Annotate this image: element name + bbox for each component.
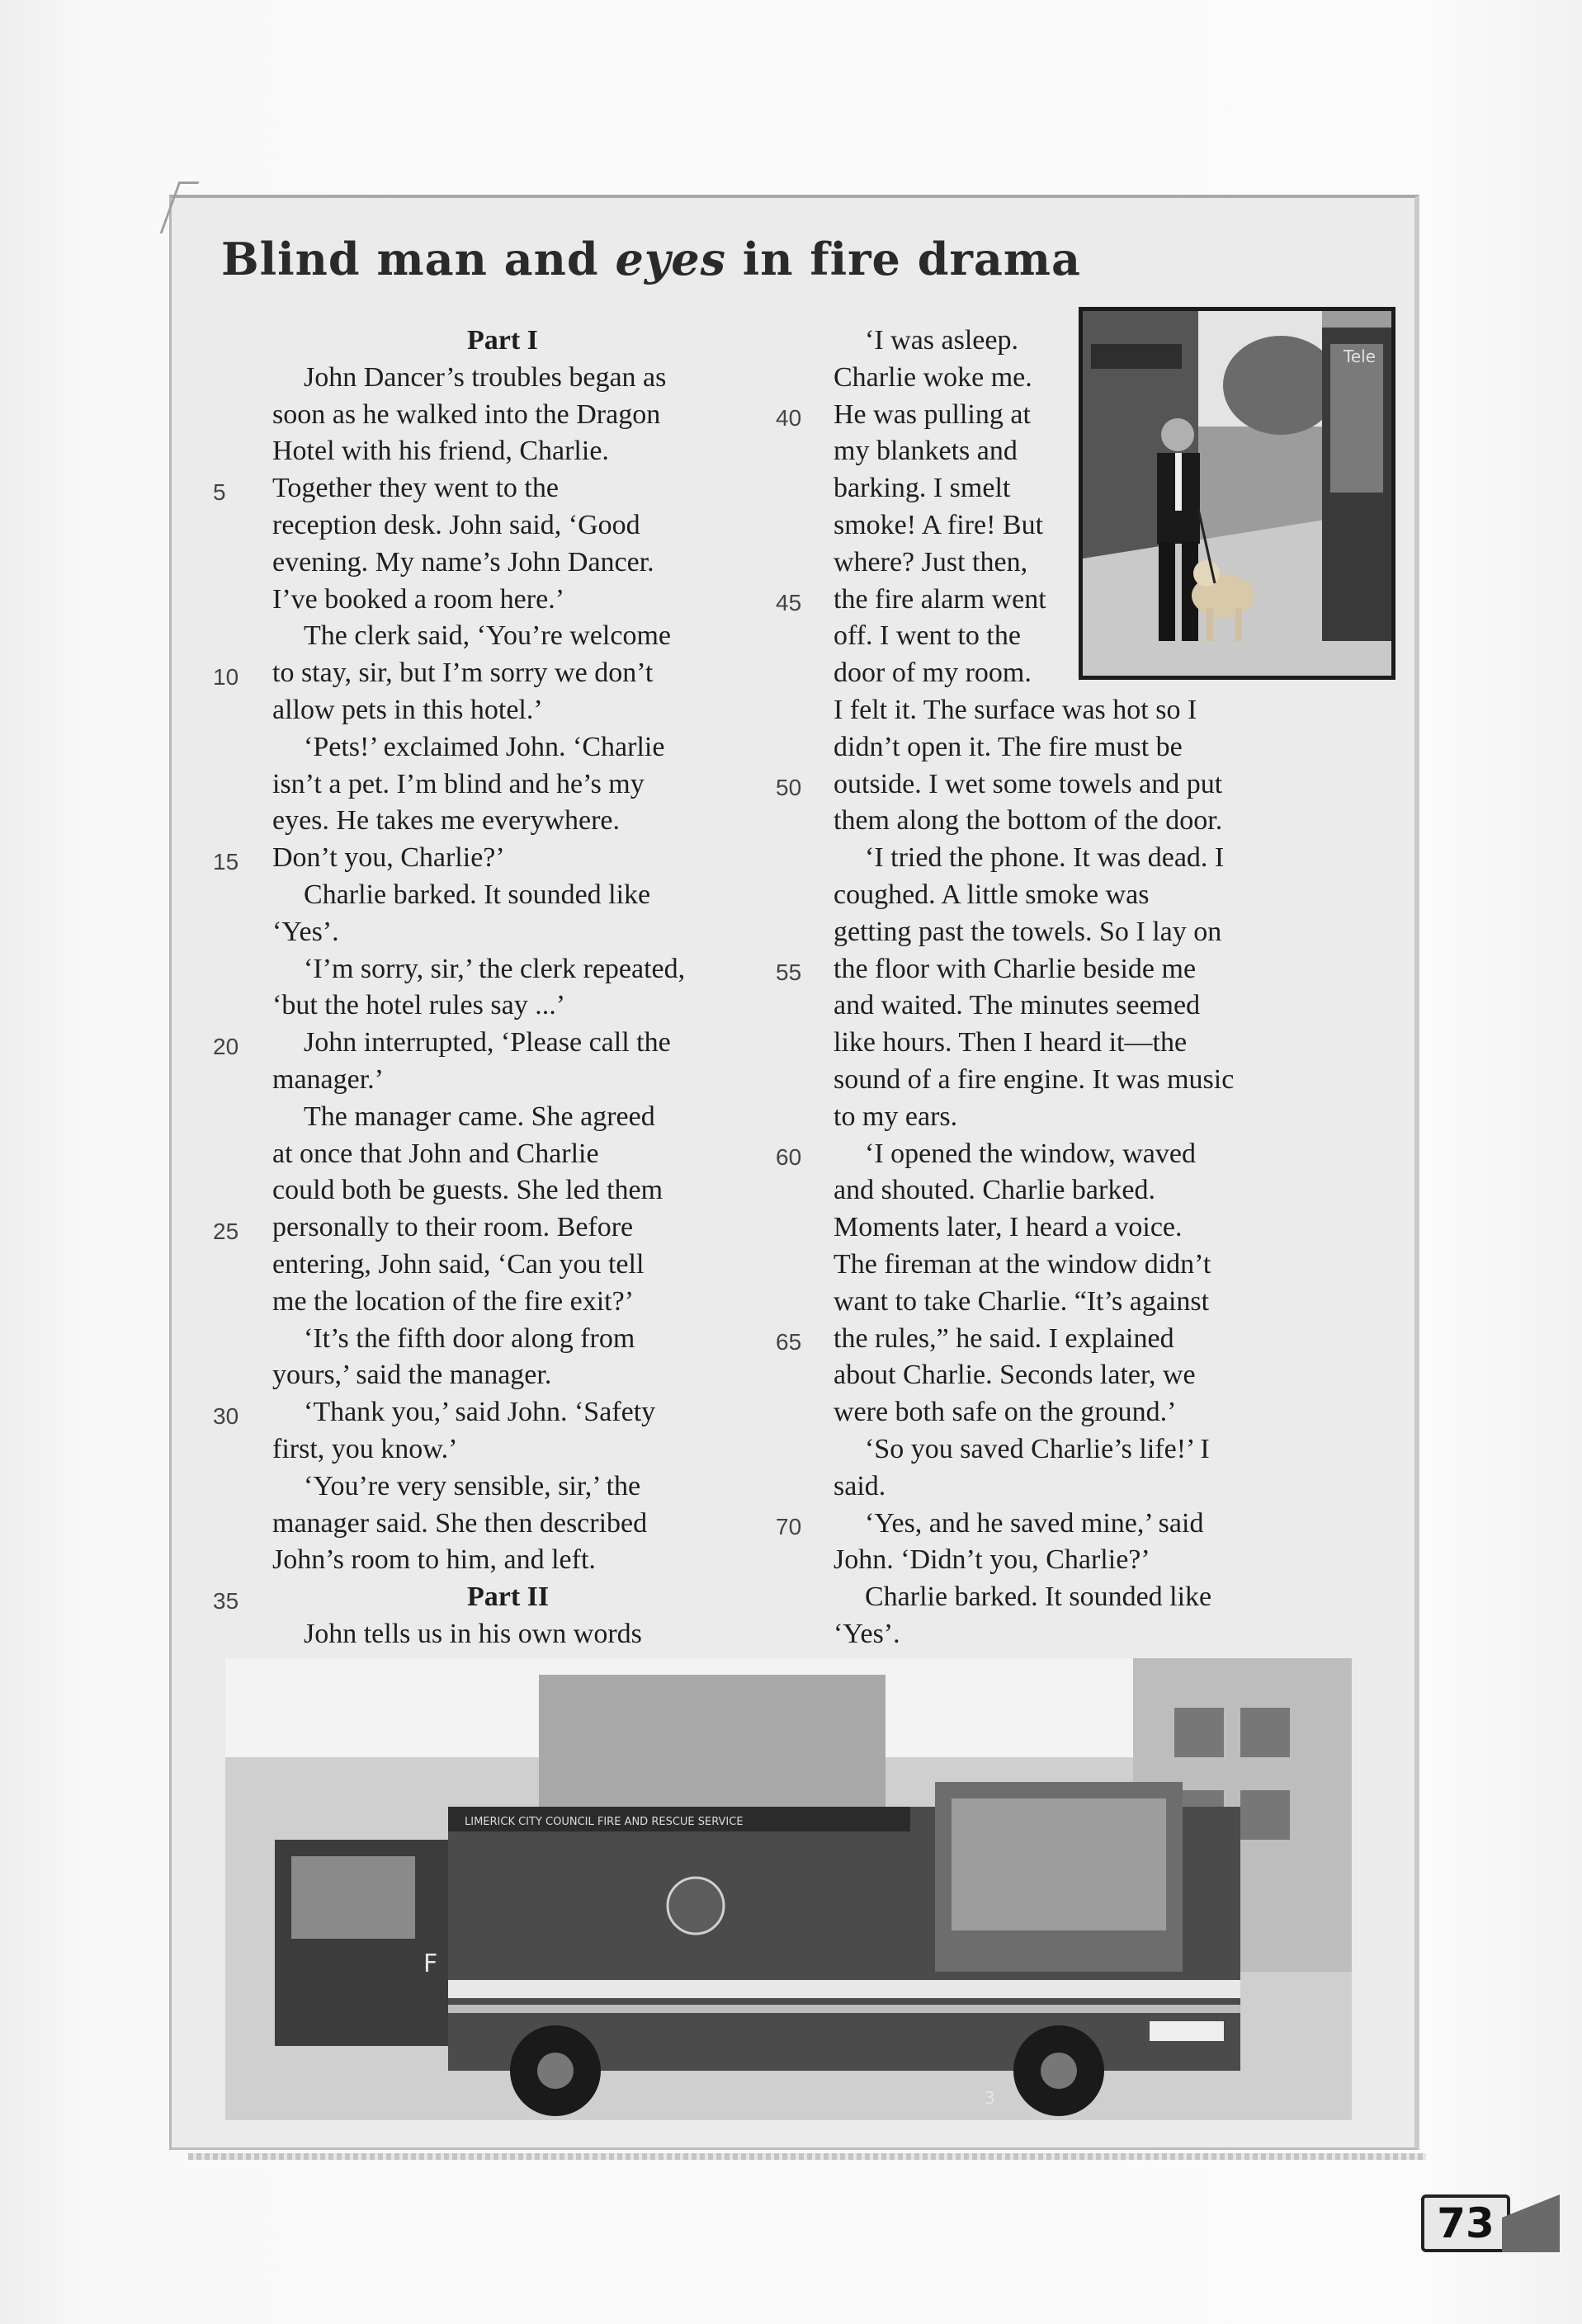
photo-man-with-guide-dog xyxy=(1079,307,1395,680)
text-line: want to take Charlie. “It’s against xyxy=(834,1285,1210,1317)
text-line: were both safe on the ground.’ xyxy=(834,1397,1177,1428)
text-line: eyes. He takes me everywhere. xyxy=(272,805,621,837)
title-part-2: in fire drama xyxy=(725,233,1082,285)
line-number: 15 xyxy=(213,849,239,874)
text-line: soon as he walked into the Dragon xyxy=(272,398,661,430)
text-line: ‘It’s the fifth door along from xyxy=(304,1322,635,1354)
text-line: my blankets and xyxy=(834,436,1018,467)
frame-bottom-rule xyxy=(188,2153,1426,2160)
text-line: yours,’ said the manager. xyxy=(272,1360,552,1391)
text-line: ‘Yes’. xyxy=(272,916,339,947)
text-line: I’ve booked a room here.’ xyxy=(272,583,565,615)
text-line: personally to their room. Before xyxy=(272,1212,634,1243)
text-line: Moments later, I heard a voice. xyxy=(834,1212,1183,1243)
line-number: 5 xyxy=(213,479,226,505)
text-line: reception desk. John said, ‘Good xyxy=(272,509,640,540)
text-line: outside. I wet some towels and put xyxy=(834,768,1223,799)
building xyxy=(539,1675,885,1823)
text-line: ‘Yes, and he saved mine,’ said xyxy=(865,1507,1204,1539)
text-line: off. I went to the xyxy=(834,620,1021,652)
text-line: the rules,” he said. I explained xyxy=(834,1322,1174,1354)
text-line: manager.’ xyxy=(272,1063,384,1095)
text-line: Charlie barked. It sounded like xyxy=(304,879,651,910)
text-line: Don’t you, Charlie?’ xyxy=(272,842,505,874)
cab-letter: F xyxy=(423,1949,438,1978)
line-number: 35 xyxy=(213,1588,239,1614)
text-line: Charlie barked. It sounded like xyxy=(865,1582,1212,1613)
phone-sign-text: Tele xyxy=(1344,346,1376,366)
text-line: Together they went to the xyxy=(272,473,559,504)
text-line: He was pulling at xyxy=(834,398,1031,430)
text-line: ‘Pets!’ exclaimed John. ‘Charlie xyxy=(304,731,665,762)
text-line: I felt it. The surface was hot so I xyxy=(834,694,1197,725)
text-line: isn’t a pet. I’m blind and he’s my xyxy=(272,768,645,799)
left-column-text xyxy=(272,323,685,1690)
text-line: at once that John and Charlie xyxy=(272,1138,599,1169)
text-line: them along the bottom of the door. xyxy=(834,805,1223,837)
text-line: The manager came. She agreed xyxy=(304,1101,655,1132)
fire-engine-illustration xyxy=(225,1658,1352,2120)
text-line: ‘but the hotel rules say ...’ xyxy=(272,990,566,1021)
line-number: 70 xyxy=(776,1514,802,1539)
line-number: 25 xyxy=(213,1219,239,1244)
line-number: 45 xyxy=(776,590,802,615)
line-number: 20 xyxy=(213,1034,239,1059)
part-one-heading: Part I xyxy=(467,325,538,356)
text-line: John tells us in his own words xyxy=(304,1618,642,1649)
text-line: about Charlie. Seconds later, we xyxy=(834,1360,1196,1391)
man-head xyxy=(1161,418,1194,451)
line-number: 60 xyxy=(776,1144,802,1170)
text-line: ‘So you saved Charlie’s life!’ I xyxy=(865,1433,1210,1464)
text-line: ‘I’m sorry, sir,’ the clerk repeated, xyxy=(304,953,686,984)
text-line: where? Just then, xyxy=(834,546,1028,577)
text-line: and waited. The minutes seemed xyxy=(834,990,1201,1021)
reflective-stripe xyxy=(448,1980,1240,1998)
text-line: to my ears. xyxy=(834,1101,958,1132)
text-line: me the location of the fire exit?’ xyxy=(272,1285,635,1317)
text-line: getting past the towels. So I lay on xyxy=(834,916,1222,947)
text-line: John interrupted, ‘Please call the xyxy=(304,1027,671,1058)
number-plate xyxy=(1150,2021,1224,2041)
street-scene-illustration xyxy=(1083,311,1391,676)
text-line: said. xyxy=(834,1470,886,1501)
line-number: 10 xyxy=(213,664,239,690)
text-line: The fireman at the window didn’t xyxy=(834,1248,1211,1280)
text-line: smoke! A fire! But xyxy=(834,509,1044,540)
line-number: 50 xyxy=(776,775,802,800)
article-title xyxy=(221,233,1081,285)
line-number: 55 xyxy=(776,959,802,985)
text-line: The clerk said, ‘You’re welcome xyxy=(304,620,672,652)
text-line: to stay, sir, but I’m sorry we don’t xyxy=(272,658,654,689)
text-line: the fire alarm went xyxy=(834,583,1046,615)
text-line: ‘I was asleep. xyxy=(865,325,1018,356)
text-line: evening. My name’s John Dancer. xyxy=(272,546,654,577)
text-line: John’s room to him, and left. xyxy=(272,1544,596,1576)
truck-side-text: LIMERICK CITY COUNCIL FIRE AND RESCUE SERVICE xyxy=(465,1816,744,1828)
text-line: ‘I opened the window, waved xyxy=(865,1138,1196,1169)
text-line: like hours. Then I heard it—the xyxy=(834,1027,1188,1058)
text-line: Charlie woke me. xyxy=(834,361,1032,393)
text-line: and shouted. Charlie barked. xyxy=(834,1175,1155,1206)
text-line: barking. I smelt xyxy=(834,473,1011,504)
line-number: 65 xyxy=(776,1329,802,1355)
fire-service-crest xyxy=(668,1878,724,1934)
text-line: John. ‘Didn’t you, Charlie?’ xyxy=(834,1544,1150,1576)
text-line: ‘Yes’. xyxy=(834,1618,900,1649)
text-line: John Dancer’s troubles began as xyxy=(304,361,667,393)
text-line: allow pets in this hotel.’ xyxy=(272,694,543,725)
title-italic-word: eyes xyxy=(615,233,726,285)
part-two-heading: Part II xyxy=(467,1582,550,1613)
page-number: 73 xyxy=(1421,2194,1510,2252)
text-line: didn’t open it. The fire must be xyxy=(834,731,1183,762)
text-line: door of my room. xyxy=(834,658,1032,689)
text-line: ‘Thank you,’ said John. ‘Safety xyxy=(304,1397,656,1428)
text-line: entering, John said, ‘Can you tell xyxy=(272,1248,645,1280)
text-line: Hotel with his friend, Charlie. xyxy=(272,436,609,467)
text-line: sound of a fire engine. It was music xyxy=(834,1063,1235,1095)
text-line: first, you know.’ xyxy=(272,1433,458,1464)
text-line: manager said. She then described xyxy=(272,1507,648,1539)
title-part-1: Blind man and xyxy=(221,233,616,285)
text-line: could both be guests. She led them xyxy=(272,1175,663,1206)
text-line: ‘You’re very sensible, sir,’ the xyxy=(304,1470,641,1501)
unit-number: 3 xyxy=(985,2088,995,2108)
line-number: 30 xyxy=(213,1403,239,1429)
text-line: coughed. A little smoke was xyxy=(834,879,1150,910)
tree xyxy=(1223,336,1339,435)
text-line: ‘I tried the phone. It was dead. I xyxy=(865,842,1225,874)
photo-fire-engine xyxy=(225,1658,1352,2120)
text-line: the floor with Charlie beside me xyxy=(834,953,1197,984)
line-number: 40 xyxy=(776,405,802,431)
